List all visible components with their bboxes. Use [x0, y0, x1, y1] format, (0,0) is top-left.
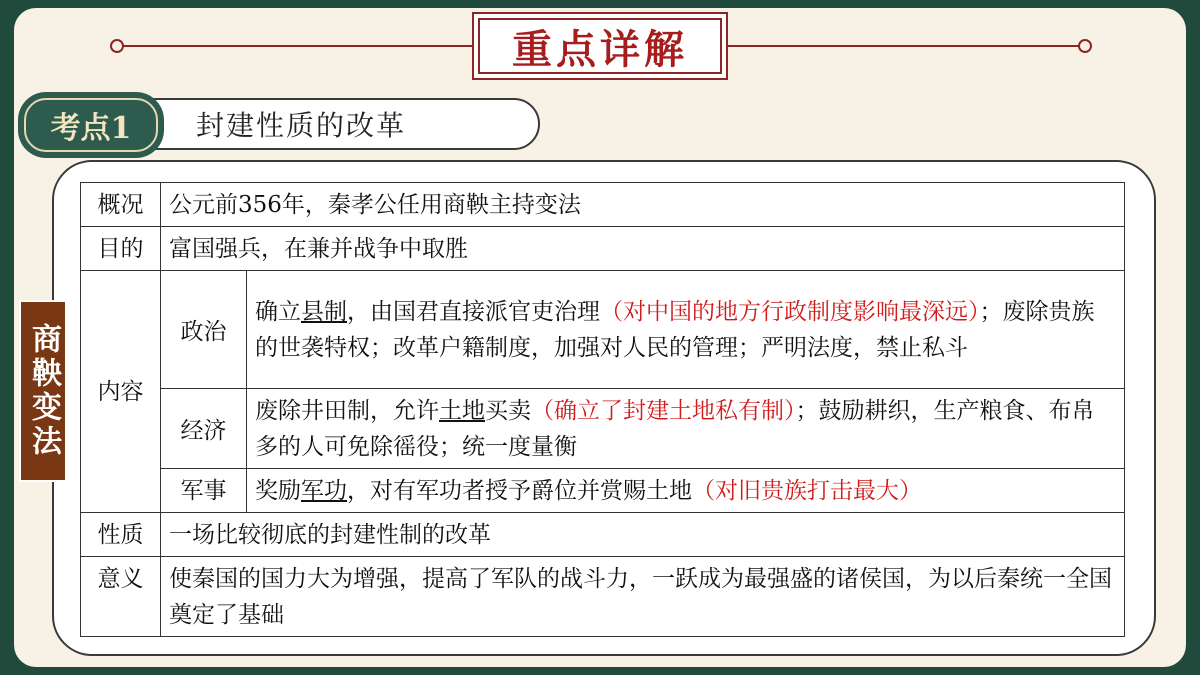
row-text-economy: [247, 389, 1125, 469]
badge-label: 考点1: [50, 111, 132, 146]
military-underline: 军功: [301, 477, 347, 504]
table-row: [81, 183, 1125, 227]
economy-underline: 土地: [439, 397, 485, 424]
row-label-significance: 意义: [81, 557, 161, 637]
military-text-1: 奖励: [255, 477, 301, 504]
military-text-2: ，对有军功者授予爵位并赏赐土地: [347, 477, 692, 504]
economy-text-3: ；鼓励耕织，生产粮食、布帛多的人可免除徭役；统一度量衡: [255, 397, 1095, 460]
title-deco-dot-right: [1078, 39, 1092, 53]
title-deco-line-left: [118, 45, 472, 47]
row-label-nature: 性质: [81, 513, 161, 557]
politics-text-1: 确立: [255, 298, 301, 325]
row-text-nature: 一场比较彻底的封建性制的改革: [161, 513, 1125, 557]
table-row: [81, 557, 1125, 637]
table-row: [81, 227, 1125, 271]
sub-label-politics: 政治: [161, 271, 247, 389]
economy-text-2: 买卖: [485, 397, 531, 424]
politics-underline: 县制: [301, 298, 347, 325]
sub-label-military: 军事: [161, 469, 247, 513]
sub-label-economy: 经济: [161, 389, 247, 469]
reform-table: [80, 182, 1125, 637]
table-row: [81, 389, 1125, 469]
economy-highlight: （确立了封建土地私有制）: [531, 397, 796, 424]
economy-text-1: 废除井田制，允许: [255, 397, 439, 424]
side-tag: [19, 300, 67, 482]
row-text-military: [247, 469, 1125, 513]
politics-text-2: ，由国君直接派官吏治理: [347, 298, 600, 325]
row-text-significance: 使秦国的国力大为增强，提高了军队的战斗力，一跃成为最强盛的诸侯国，为以后秦统一全国奠定了基础: [161, 557, 1125, 637]
title-box: [472, 12, 728, 80]
table-row: [81, 469, 1125, 513]
topic-pill: [148, 98, 540, 150]
title-deco-dot-left: [110, 39, 124, 53]
kaodian-badge: [18, 92, 164, 158]
row-text-politics: [247, 271, 1125, 389]
topic-title: 封建性质的改革: [196, 109, 407, 142]
row-text-purpose: 富国强兵，在兼并战争中取胜: [161, 227, 1125, 271]
row-text-overview: 公元前356年，秦孝公任用商鞅主持变法: [161, 183, 1125, 227]
table-row: [81, 271, 1125, 389]
table-row: [81, 513, 1125, 557]
politics-text-3: ；废除贵族的世袭特权；改革户籍制度，加强对人民的管理；严明法度，禁止私斗: [255, 298, 1095, 361]
page-title: 重点详解: [512, 25, 688, 73]
politics-highlight: （对中国的地方行政制度影响最深远）: [600, 298, 980, 325]
row-label-purpose: 目的: [81, 227, 161, 271]
row-label-content: 内容: [81, 271, 161, 513]
military-highlight: （对旧贵族打击最大）: [692, 477, 922, 504]
side-tag-text: 商鞅变法: [26, 323, 61, 459]
row-label-overview: 概况: [81, 183, 161, 227]
title-deco-line-right: [728, 45, 1082, 47]
